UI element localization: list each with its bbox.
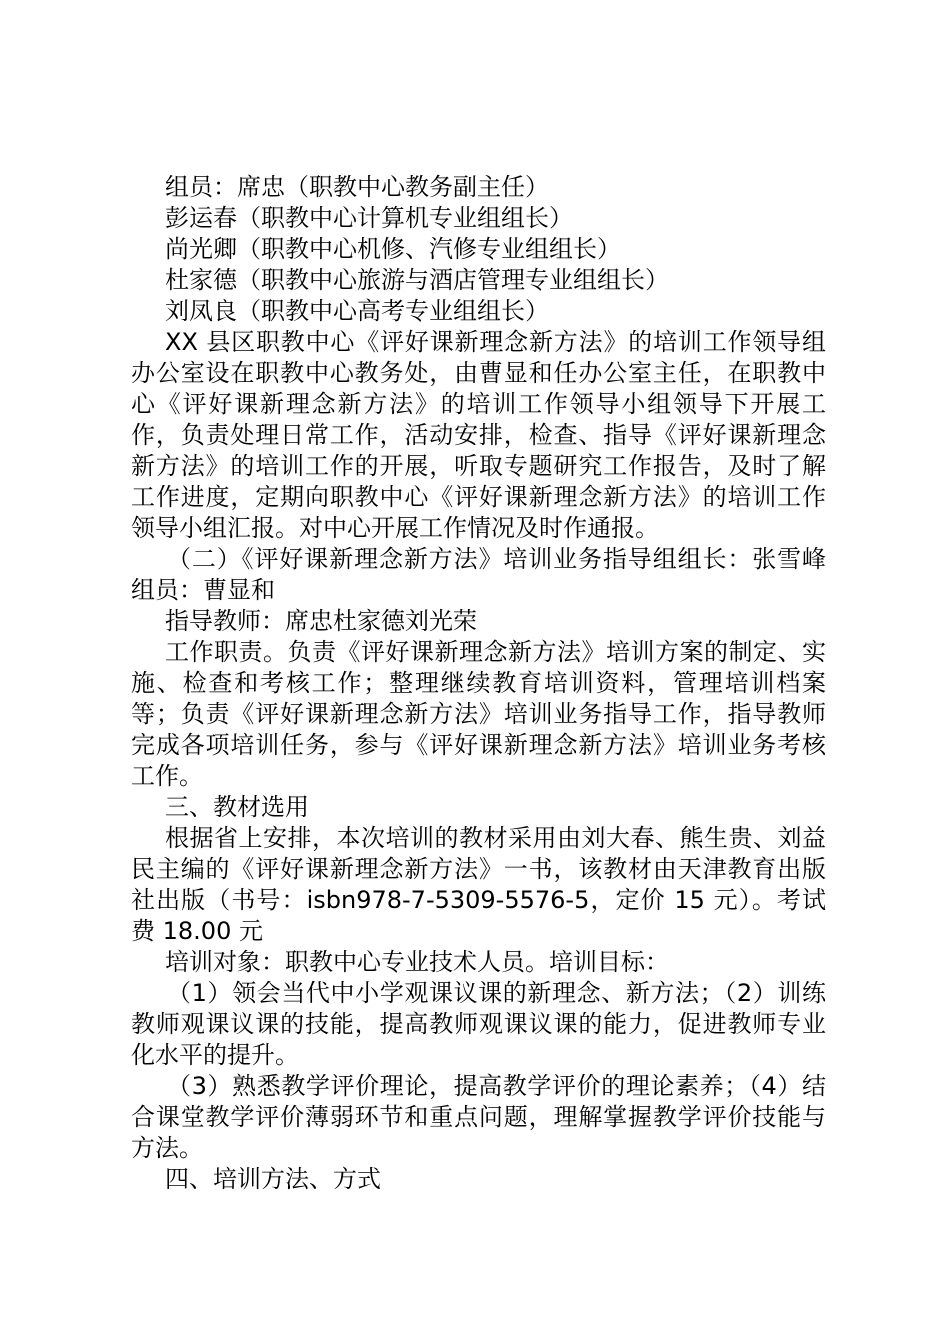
document-body xyxy=(131,172,826,1195)
paragraph-member-peng-yunchun: 彭运春（职教中心计算机专业组组长） xyxy=(165,204,573,232)
section-heading-textbook: 三、教材选用 xyxy=(165,793,309,821)
paragraph-guidance-teachers: 指导教师：席忠杜家德刘光荣 xyxy=(165,607,477,635)
section-heading-training-methods: 四、培训方法、方式 xyxy=(165,1165,381,1193)
paragraph-member-xi-zhong: 组员：席忠（职教中心教务副主任） xyxy=(165,173,549,201)
paragraph-office-description: XX 县区职教中心《评好课新理念新方法》的培训工作领导组办公室设在职教中心教务处，由曹显和任办公室主任，在职教中心《评好课新理念新方法》的培训工作领导小组领导下开展工作，负责处理日常工作，活动安排，检查、指导《评好课新理念新方法》的培训工作的开展，听取专题研究工作报告，及时了解工作进度，定期向职教中心《评好课新理念新方法》的培训工作领导小组汇报。对中心开展工作情况及时作通报。 xyxy=(131,328,826,542)
paragraph-member-shang-guangqing: 尚光卿（职教中心机修、汽修专业组组长） xyxy=(165,235,621,263)
paragraph-guidance-group-heading: （二）《评好课新理念新方法》培训业务指导组组长：张雪峰组员：曹显和 xyxy=(131,545,826,604)
paragraph-training-goals-3-4: （3）熟悉教学评价理论，提高教学评价的理论素养；（4）结合课堂教学评价薄弱环节和重点问题，理解掌握教学评价技能与方法。 xyxy=(131,1072,826,1162)
paragraph-member-liu-fengliang: 刘凤良（职教中心高考专业组组长） xyxy=(165,297,549,325)
paragraph-training-goals-1-2: （1）领会当代中小学观课议课的新理念、新方法；（2）训练教师观课议课的技能，提高教师观课议课的能力，促进教师专业化水平的提升。 xyxy=(131,979,826,1069)
paragraph-member-du-jiade: 杜家德（职教中心旅游与酒店管理专业组组长） xyxy=(165,266,669,294)
paragraph-textbook-description: 根据省上安排，本次培训的教材采用由刘大春、熊生贵、刘益民主编的《评好课新理念新方法》一书，该教材由天津教育出版社出版（书号：isbn978-7-5309-5576-5，定价 15 元）。考试费 18.00 元 xyxy=(131,824,826,945)
paragraph-duties: 工作职责。负责《评好课新理念新方法》培训方案的制定、实施、检查和考核工作；整理继续教育培训资料，管理培训档案等；负责《评好课新理念新方法》培训业务指导工作，指导教师完成各项培训任务，参与《评好课新理念新方法》培训业务考核工作。 xyxy=(131,638,826,790)
paragraph-training-target: 培训对象：职教中心专业技术人员。培训目标： xyxy=(165,948,669,976)
